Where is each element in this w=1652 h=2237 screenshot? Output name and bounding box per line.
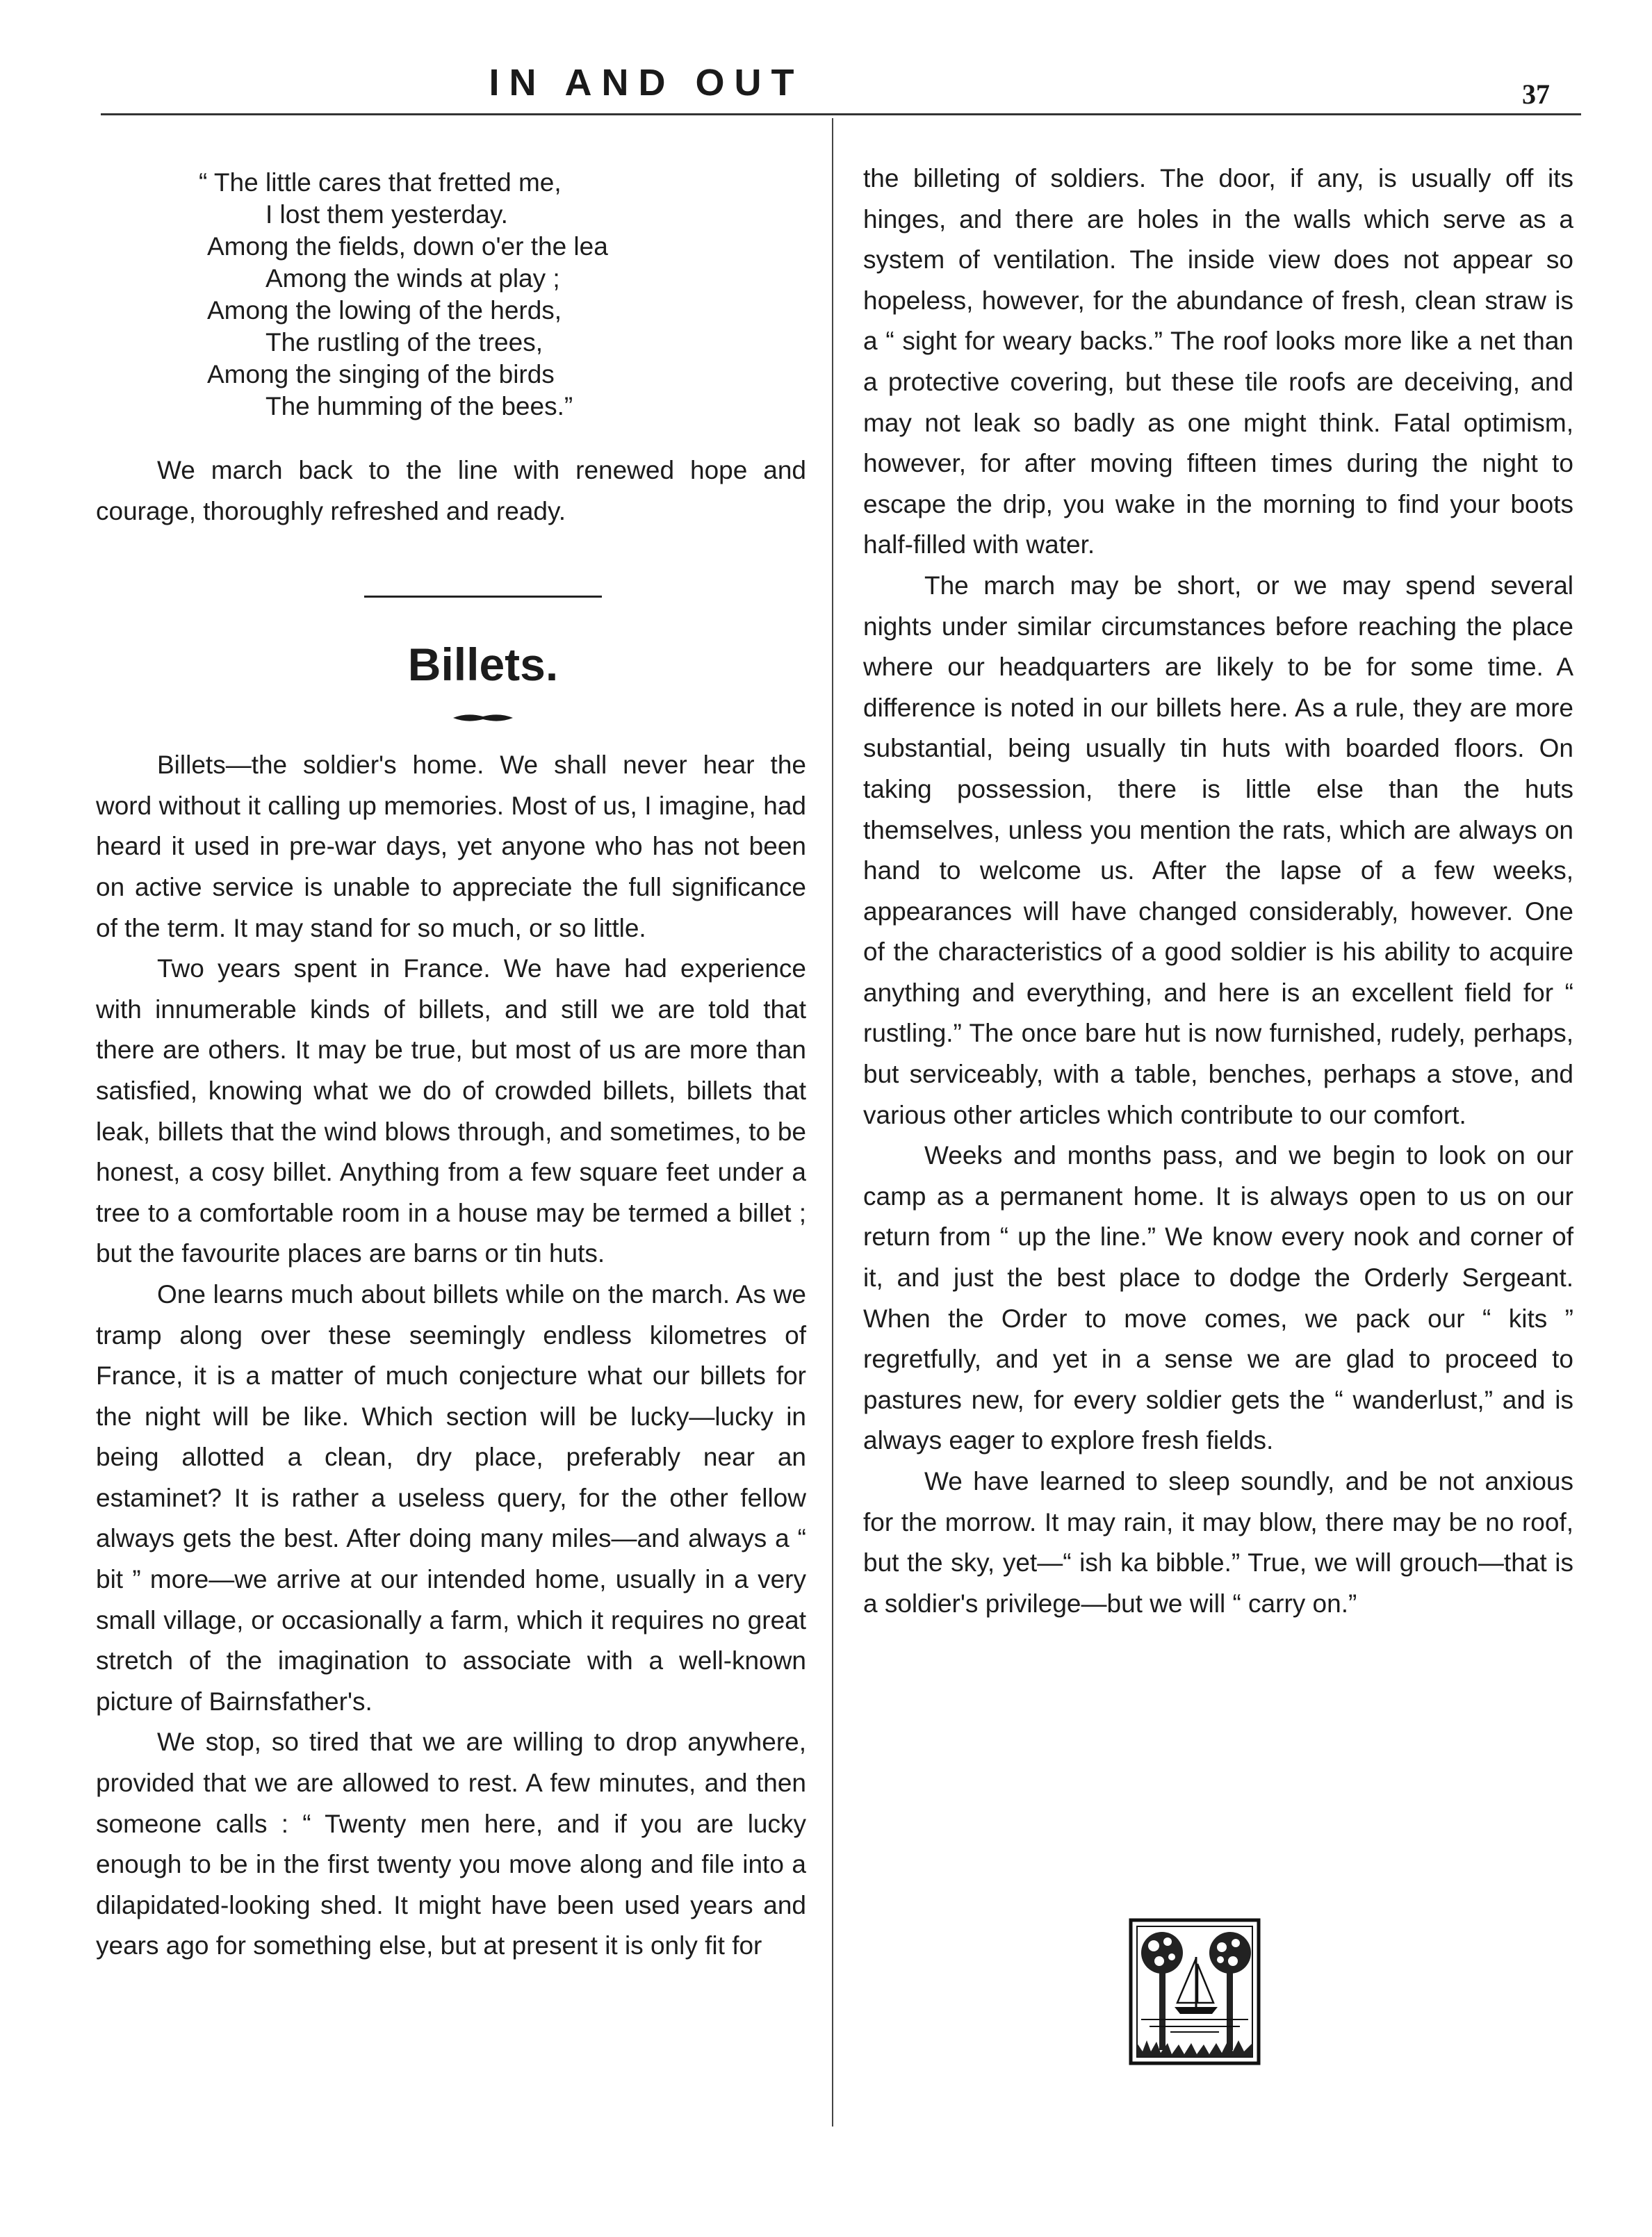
running-title: IN AND OUT [489,62,804,104]
paragraph: We have learned to sleep soundly, and be not anxious for the morrow. It may rain, it may blow, there may be no roof, but the sky, yet—“ ish ka bibble.” True, we will grouch—that is a soldier's privilege—but we will “ carry on.” [863,1467,1573,1618]
paragraph: The march may be short, or we may spend several nights under similar circumstances before reaching the place where our headquarters are likely to be for some time. A difference is noted in our billets here. As a rule, they are more substantial, being usually tin huts with boarded floors. On taking possession, there is little else than the huts themselves, unless you mention the rats, which are always on hand to welcome us. After the lapse of a few weeks, appearances will have changed considerably, however. One of the characteristics of a good soldier is his ability to acquire anything and everything, and here is an excellent field for “ rustling.” The once bare hut is now furnished, rudely, perhaps, but serviceably, with a table, benches, perhaps a stove, and various other articles which contribute to our comfort. [863,571,1573,1129]
poem [96,167,806,423]
page-number: 37 [1522,79,1550,110]
poem-line: Among the winds at play ; [265,264,560,293]
poem-line: “ The little cares that fretted me, [199,168,562,197]
paragraph: One learns much about billets while on the march. As we tramp along over these seemingly endless kilometres of France, it is a matter of much conjecture what our billets for the night will be like. Which section will be lucky—lucky in being allotted a clean, dry place, preferably near an estaminet? It is rather a useless query, for the other fellow always gets the best. After doing many miles—and always a “ bit ” more—we arrive at our intended home, usually in a very small village, or occasionally a farm, which it requires no great stretch of the imagination to associate with a well-known picture of Bairnsfather's. [96,1279,806,1716]
poem-line: Among the singing of the birds [207,360,555,388]
header-rule [101,113,1581,115]
poem-line: I lost them yesterday. [265,200,508,229]
paragraph: Weeks and months pass, and we begin to look on our camp as a permanent home. It is always open to us on our return from “ up the line.” We know every nook and corner of it, and just the best place to dodge the Orderly Sergeant. When the Order to move comes, we pack our “ kits ” regretfully, and yet in a sense we are glad to proceed to pastures new, for every soldier gets the “ wanderlust,” and is always eager to explore fresh fields. [863,1141,1573,1455]
paragraph: the billeting of soldiers. The door, if any, is usually off its hinges, and there are holes in the walls which serve as a system of ventilation. The inside view does not appear so hopeless, however, for the abundance of fresh, clean straw is a “ sight for weary backs.” The roof looks more like a net than a protective covering, but these tile roofs are deceiving, and may not leak so badly as one might think. Fatal optimism, however, for after moving fifteen times during the night to escape the drip, you wake in the morning to find your boots half-filled with water. [863,164,1573,559]
closing-paragraph: We march back to the line with renewed hope and courage, thoroughly refreshed and ready. [96,456,806,525]
column-divider [832,118,833,2127]
poem-line: The humming of the bees.” [265,392,573,420]
ornament-icon [452,712,514,724]
paragraph: Billets—the soldier's home. We shall never hear the word without it calling up memories. Most of us, I imagine, had heard it used in pre-war days, yet anyone who has not been on active service is unable to appreciate the full significance of the term. It may stand for so much, or so little. [96,751,806,942]
poem-line: Among the lowing of the herds, [207,296,562,325]
poem-line: Among the fields, down o'er the lea [207,232,608,261]
left-column [96,158,806,1967]
paragraph: Two years spent in France. We have had experience with innumerable kinds of billets, and still we are told that there are others. It may be true, but most of us are more than satisfied, knowing what we do of crowded billets, billets that leak, billets that the wind blows through, and sometimes, to be honest, a cosy billet. Anything from a few square feet under a tree to a comfortable room in a house may be termed a billet ; but the favourite places are barns or tin huts. [96,954,806,1268]
section-title: Billets. [407,639,559,691]
poem-line: The rustling of the trees, [265,328,543,357]
section-divider-rule [364,596,602,598]
sailboat-vignette-icon [1129,1918,1261,2065]
paragraph: We stop, so tired that we are willing to drop anywhere, provided that we are allowed to rest. A few minutes, and then someone calls : “ Twenty men here, and if you are lucky enough to be in the first twenty you move along and file into a dilapidated-looking shed. It might have been used years and years ago for something else, but at present it is only fit for [96,1728,806,1960]
right-column [863,158,1573,1624]
